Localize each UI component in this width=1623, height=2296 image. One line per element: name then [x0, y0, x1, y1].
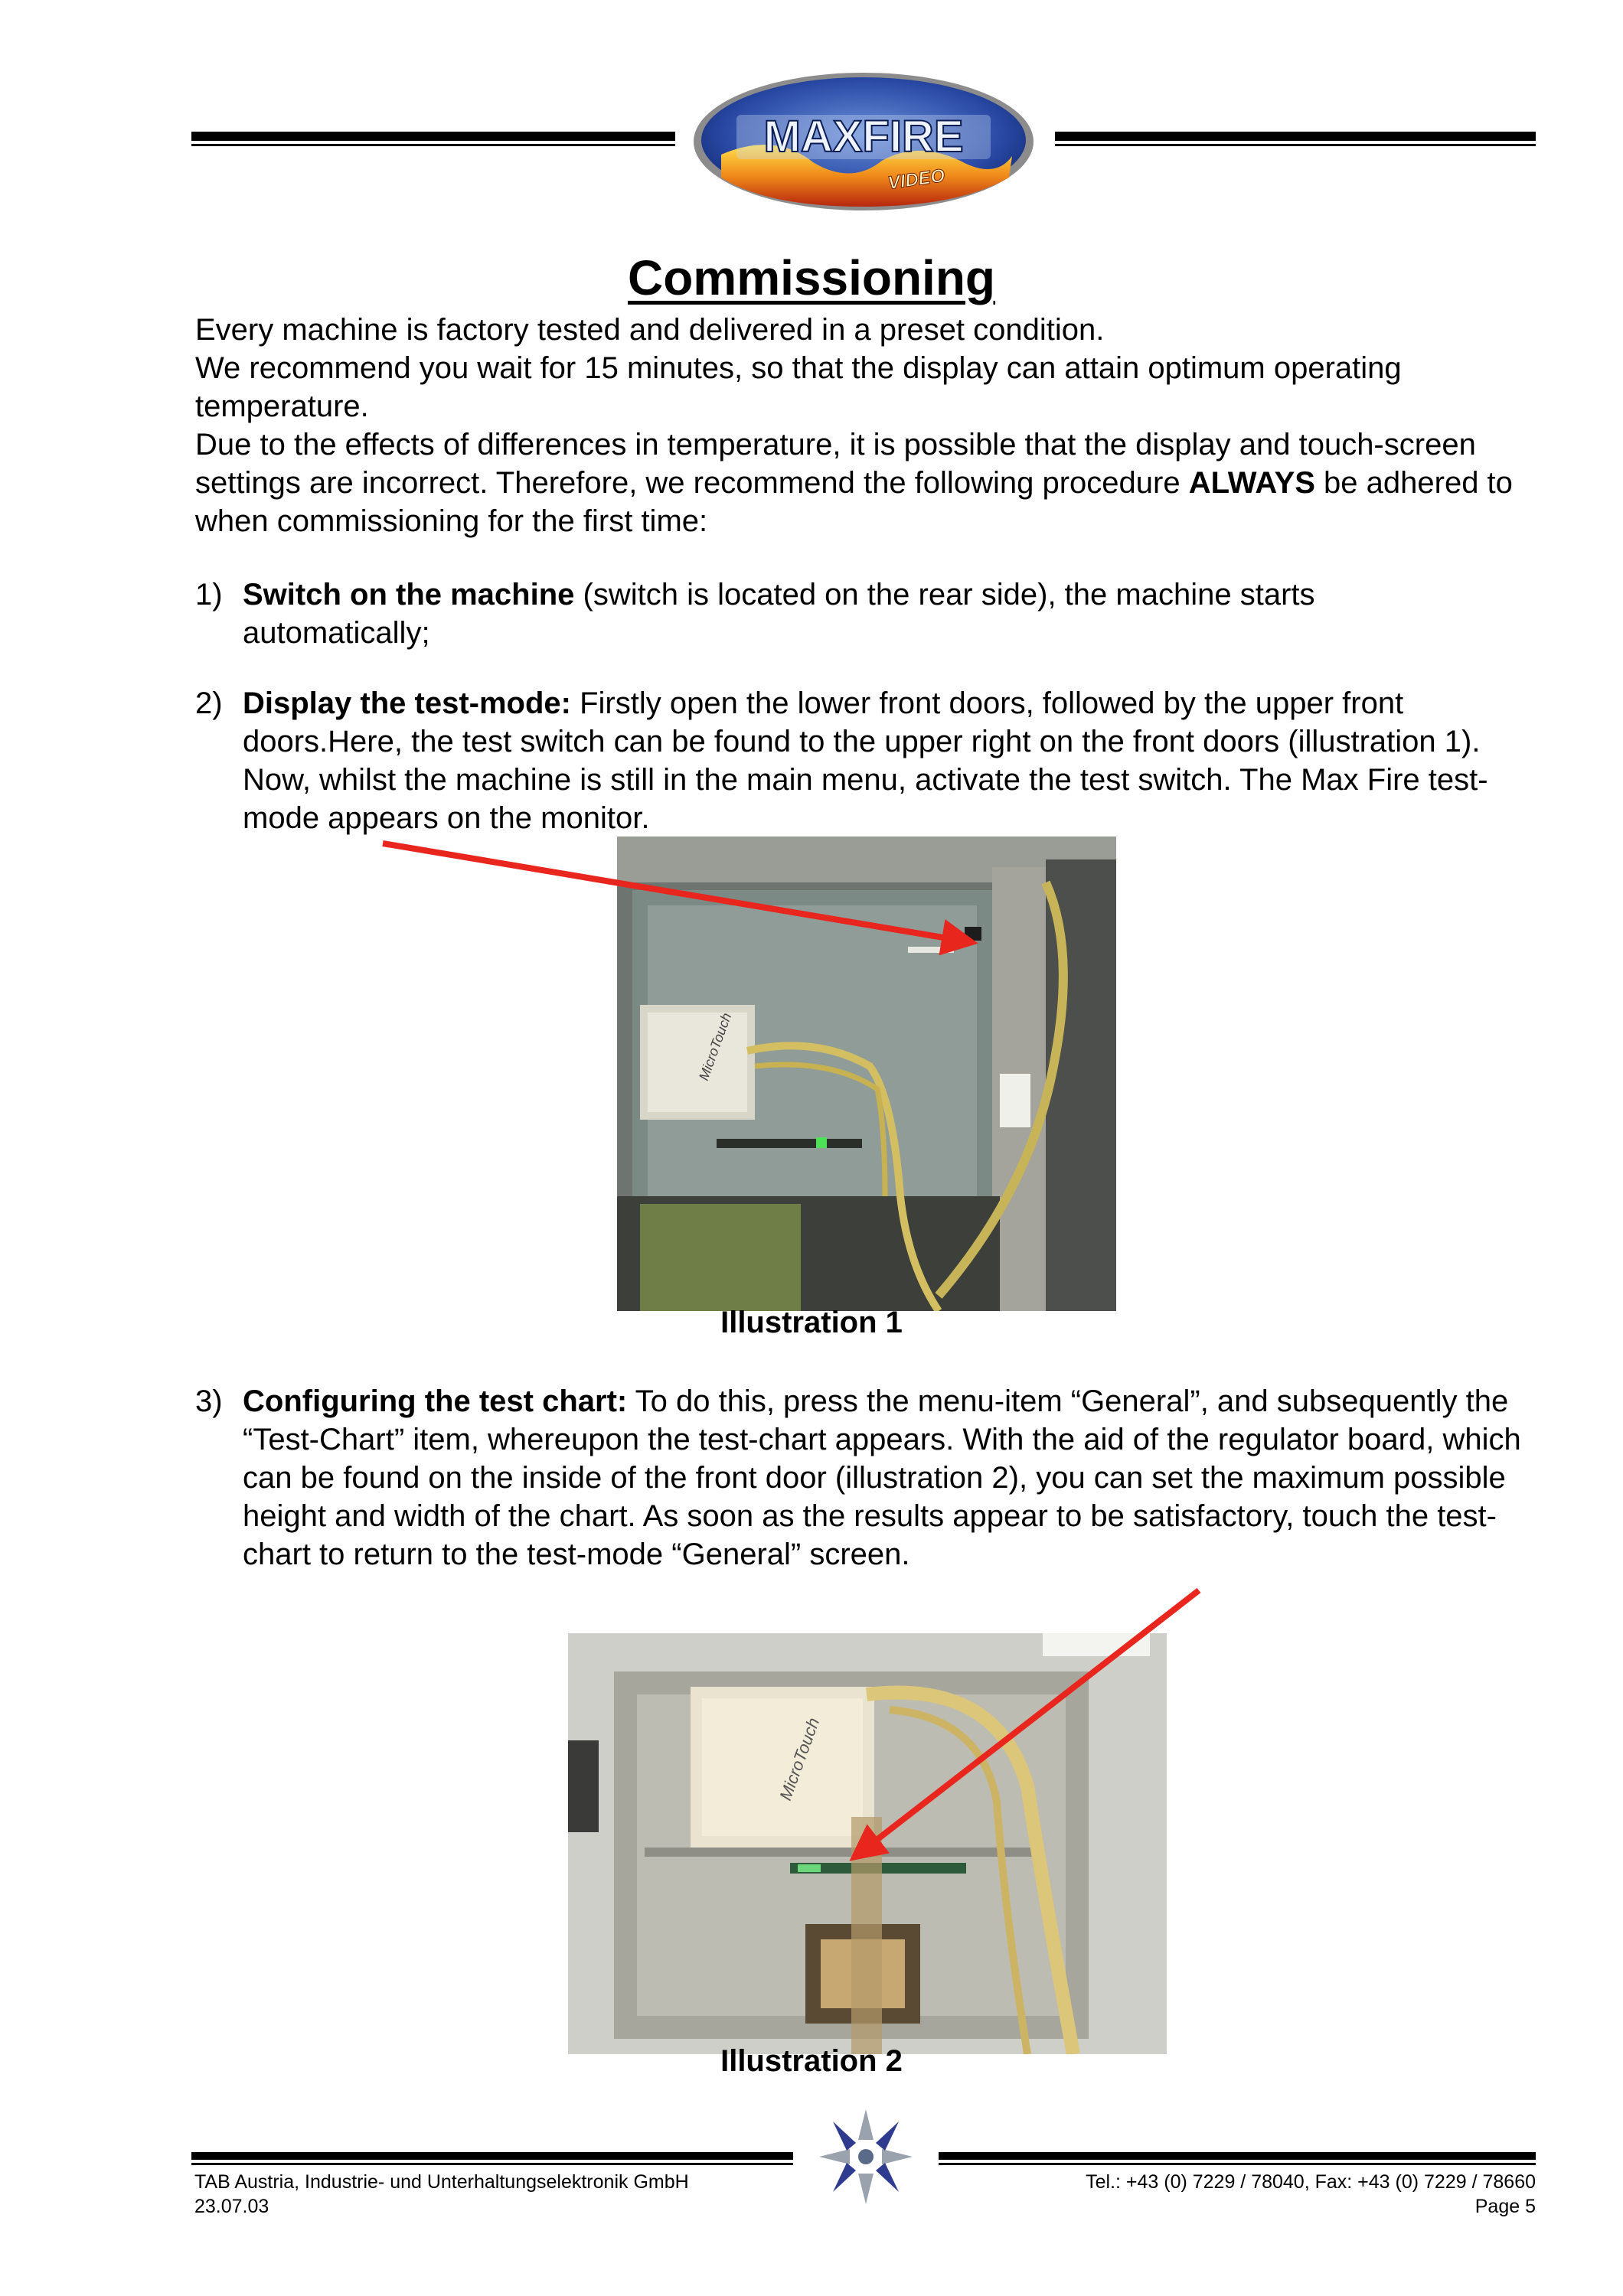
step-2-number: 2): [195, 687, 223, 720]
footer-rule-right-thin: [939, 2163, 1536, 2165]
step-3: [195, 1382, 1527, 1574]
step-1-text: (switch is located on the rear side), the machine starts automatically;: [243, 578, 1315, 650]
intro-line-3-b: be adhered to when commissioning for the first time:: [195, 466, 1513, 538]
footer-rule-left-thin: [191, 2163, 793, 2165]
illustration-1-caption: Illustration 1: [720, 1306, 903, 1339]
illustration-1-photo: [617, 837, 1116, 1311]
intro-line-3-a: Due to the effects of differences in temperature, it is possible that the display and touch-screen settings are incorrect. Therefore, we recommend the following procedure: [195, 428, 1476, 500]
step-1-heading: Switch on the machine: [243, 578, 575, 612]
footer-rule-right: [939, 2152, 1536, 2160]
header-rule-right: [1055, 132, 1536, 141]
footer-date: 23.07.03: [194, 2196, 269, 2217]
footer-rule-left: [191, 2152, 793, 2160]
page-title: Commissioning: [627, 250, 996, 305]
footer-contact: Tel.: +43 (0) 7229 / 78040, Fax: +43 (0) 7229 / 78660: [1086, 2171, 1536, 2193]
logo-subtext: VIDEO: [887, 165, 946, 194]
intro-line-3: [195, 426, 1527, 540]
tab-austria-logo: [816, 2106, 916, 2207]
illustration-2-caption: Illustration 2: [720, 2044, 903, 2078]
step-3-number: 3): [195, 1384, 223, 1418]
header-rule-left: [191, 132, 675, 141]
step-1: [195, 576, 1451, 652]
step-2-text: Firstly open the lower front doors, followed by the upper front doors.Here, the test switch can be found to the upper right on the front doors (illustration 1). Now, whilst the machine is still in the main menu, activate the test switch. The Max Fire test-mode appears on the monitor.: [243, 687, 1488, 835]
intro-line-1: Every machine is factory tested and delivered in a preset condition.: [195, 313, 1105, 347]
header-rule-right-thin: [1055, 144, 1536, 146]
intro-emphasis: ALWAYS: [1188, 466, 1315, 500]
step-3-text: To do this, press the menu-item “General”, and subsequently the “Test-Chart” item, whereupon the test-chart appears. With the aid of the regulator board, which can be found on the inside of the front door (illustration 2), you can set the maximum possible height and width of the chart. As soon as the results appear to be satisfactory, touch the test-chart to return to the test-mode “General” screen.: [243, 1384, 1521, 1571]
intro-line-2: We recommend you wait for 15 minutes, so that the display can attain optimum operating temperature.: [195, 351, 1402, 423]
step-1-number: 1): [195, 578, 223, 612]
illustration-1-board-label: MicroTouch: [695, 1010, 735, 1083]
header-rule-left-thin: [191, 144, 675, 146]
footer-page-number: Page 5: [1474, 2196, 1536, 2217]
illustration-2-photo: [568, 1633, 1167, 2054]
illustration-2-board-label: MicroTouch: [776, 1715, 824, 1803]
step-2: [195, 684, 1550, 837]
footer-company: TAB Austria, Industrie- und Unterhaltungselektronik GmbH: [194, 2171, 689, 2193]
logo-text: MAXFIRE: [763, 112, 964, 161]
step-3-heading: Configuring the test chart:: [243, 1384, 628, 1418]
step-2-heading: Display the test-mode:: [243, 687, 571, 720]
maxfire-logo: [691, 70, 1037, 213]
